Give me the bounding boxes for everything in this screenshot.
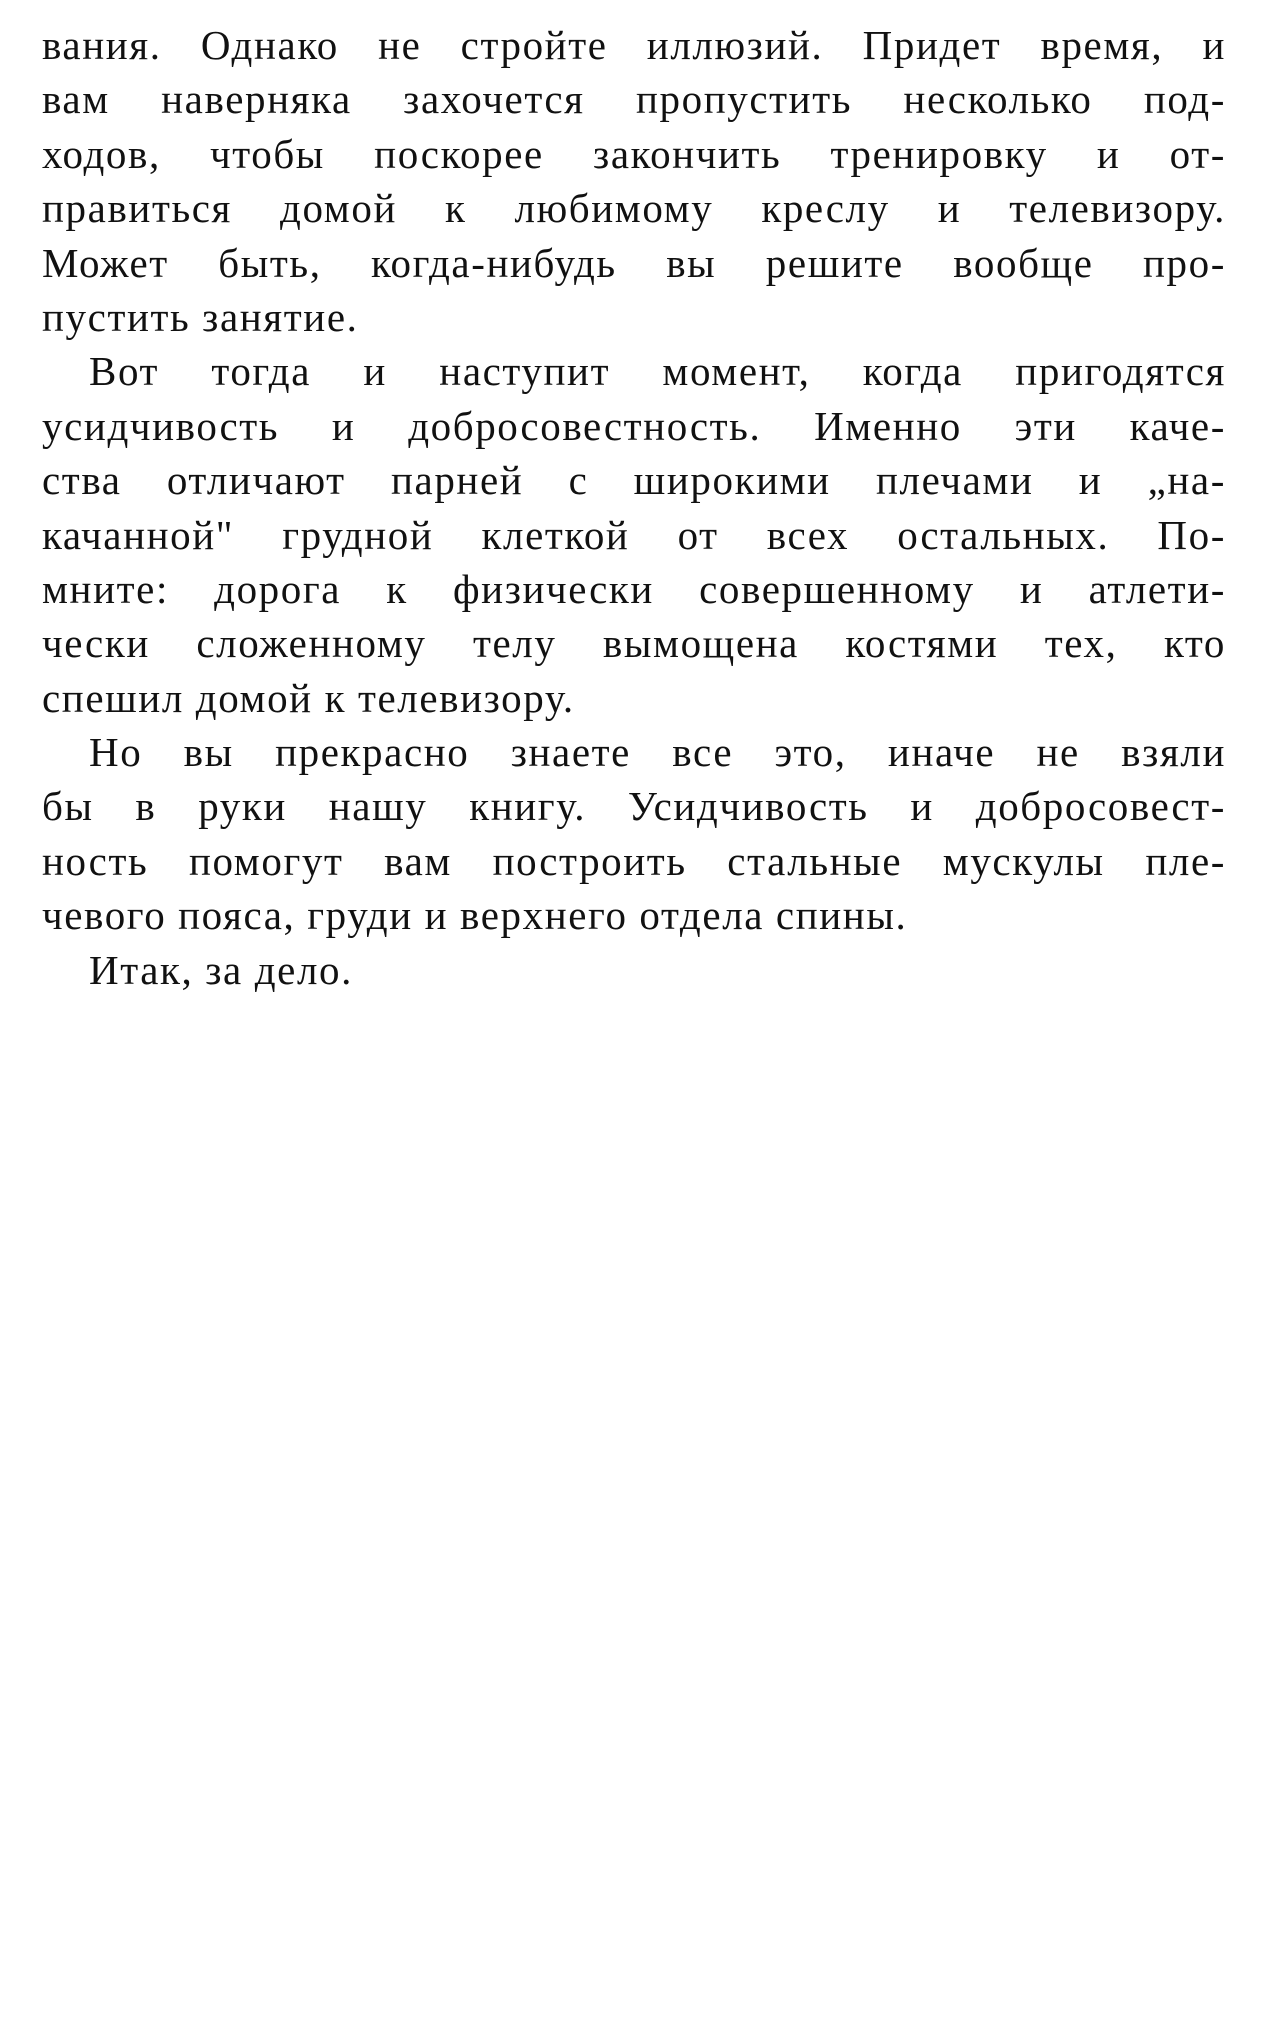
text-line: Вот тогда и наступит момент, когда пригодятся (89, 348, 1226, 395)
text-line: чески сложенному телу вымощена костями тех, кто (42, 620, 1226, 667)
paragraph-2 (42, 344, 1226, 725)
text-line: правиться домой к любимому креслу и телевизору. (42, 185, 1226, 232)
paragraph-4 (42, 943, 1226, 997)
text-line: чевого пояса, груди и верхнего отдела спины. (42, 892, 908, 939)
text-line: ность помогут вам построить стальные мускулы пле- (42, 837, 1226, 884)
text-line: пустить занятие. (42, 293, 359, 340)
paragraph-3 (42, 725, 1226, 943)
text-line: вам наверняка захочется пропустить несколько под- (42, 76, 1226, 123)
book-page (42, 18, 1226, 997)
text-line: спешил домой к телевизору. (42, 674, 575, 721)
text-line: мните: дорога к физически совершенному и атлети- (42, 565, 1226, 612)
text-line: ства отличают парней с широкими плечами и „на- (42, 457, 1226, 504)
text-line: качанной" грудной клеткой от всех остальных. По- (42, 511, 1226, 558)
text-line: усидчивость и добросовестность. Именно эти каче- (42, 402, 1226, 449)
text-line: Итак, за дело. (89, 946, 353, 993)
text-line: Может быть, когда-нибудь вы решите вообще про- (42, 239, 1226, 286)
text-line: бы в руки нашу книгу. Усидчивость и добросовест- (42, 783, 1226, 830)
text-line: ходов, чтобы поскорее закончить тренировку и от- (42, 130, 1226, 177)
text-line: вания. Однако не стройте иллюзий. Придет время, и (42, 22, 1226, 68)
text-line: Но вы прекрасно знаете все это, иначе не взяли (89, 729, 1226, 776)
paragraph-1 (42, 18, 1226, 344)
